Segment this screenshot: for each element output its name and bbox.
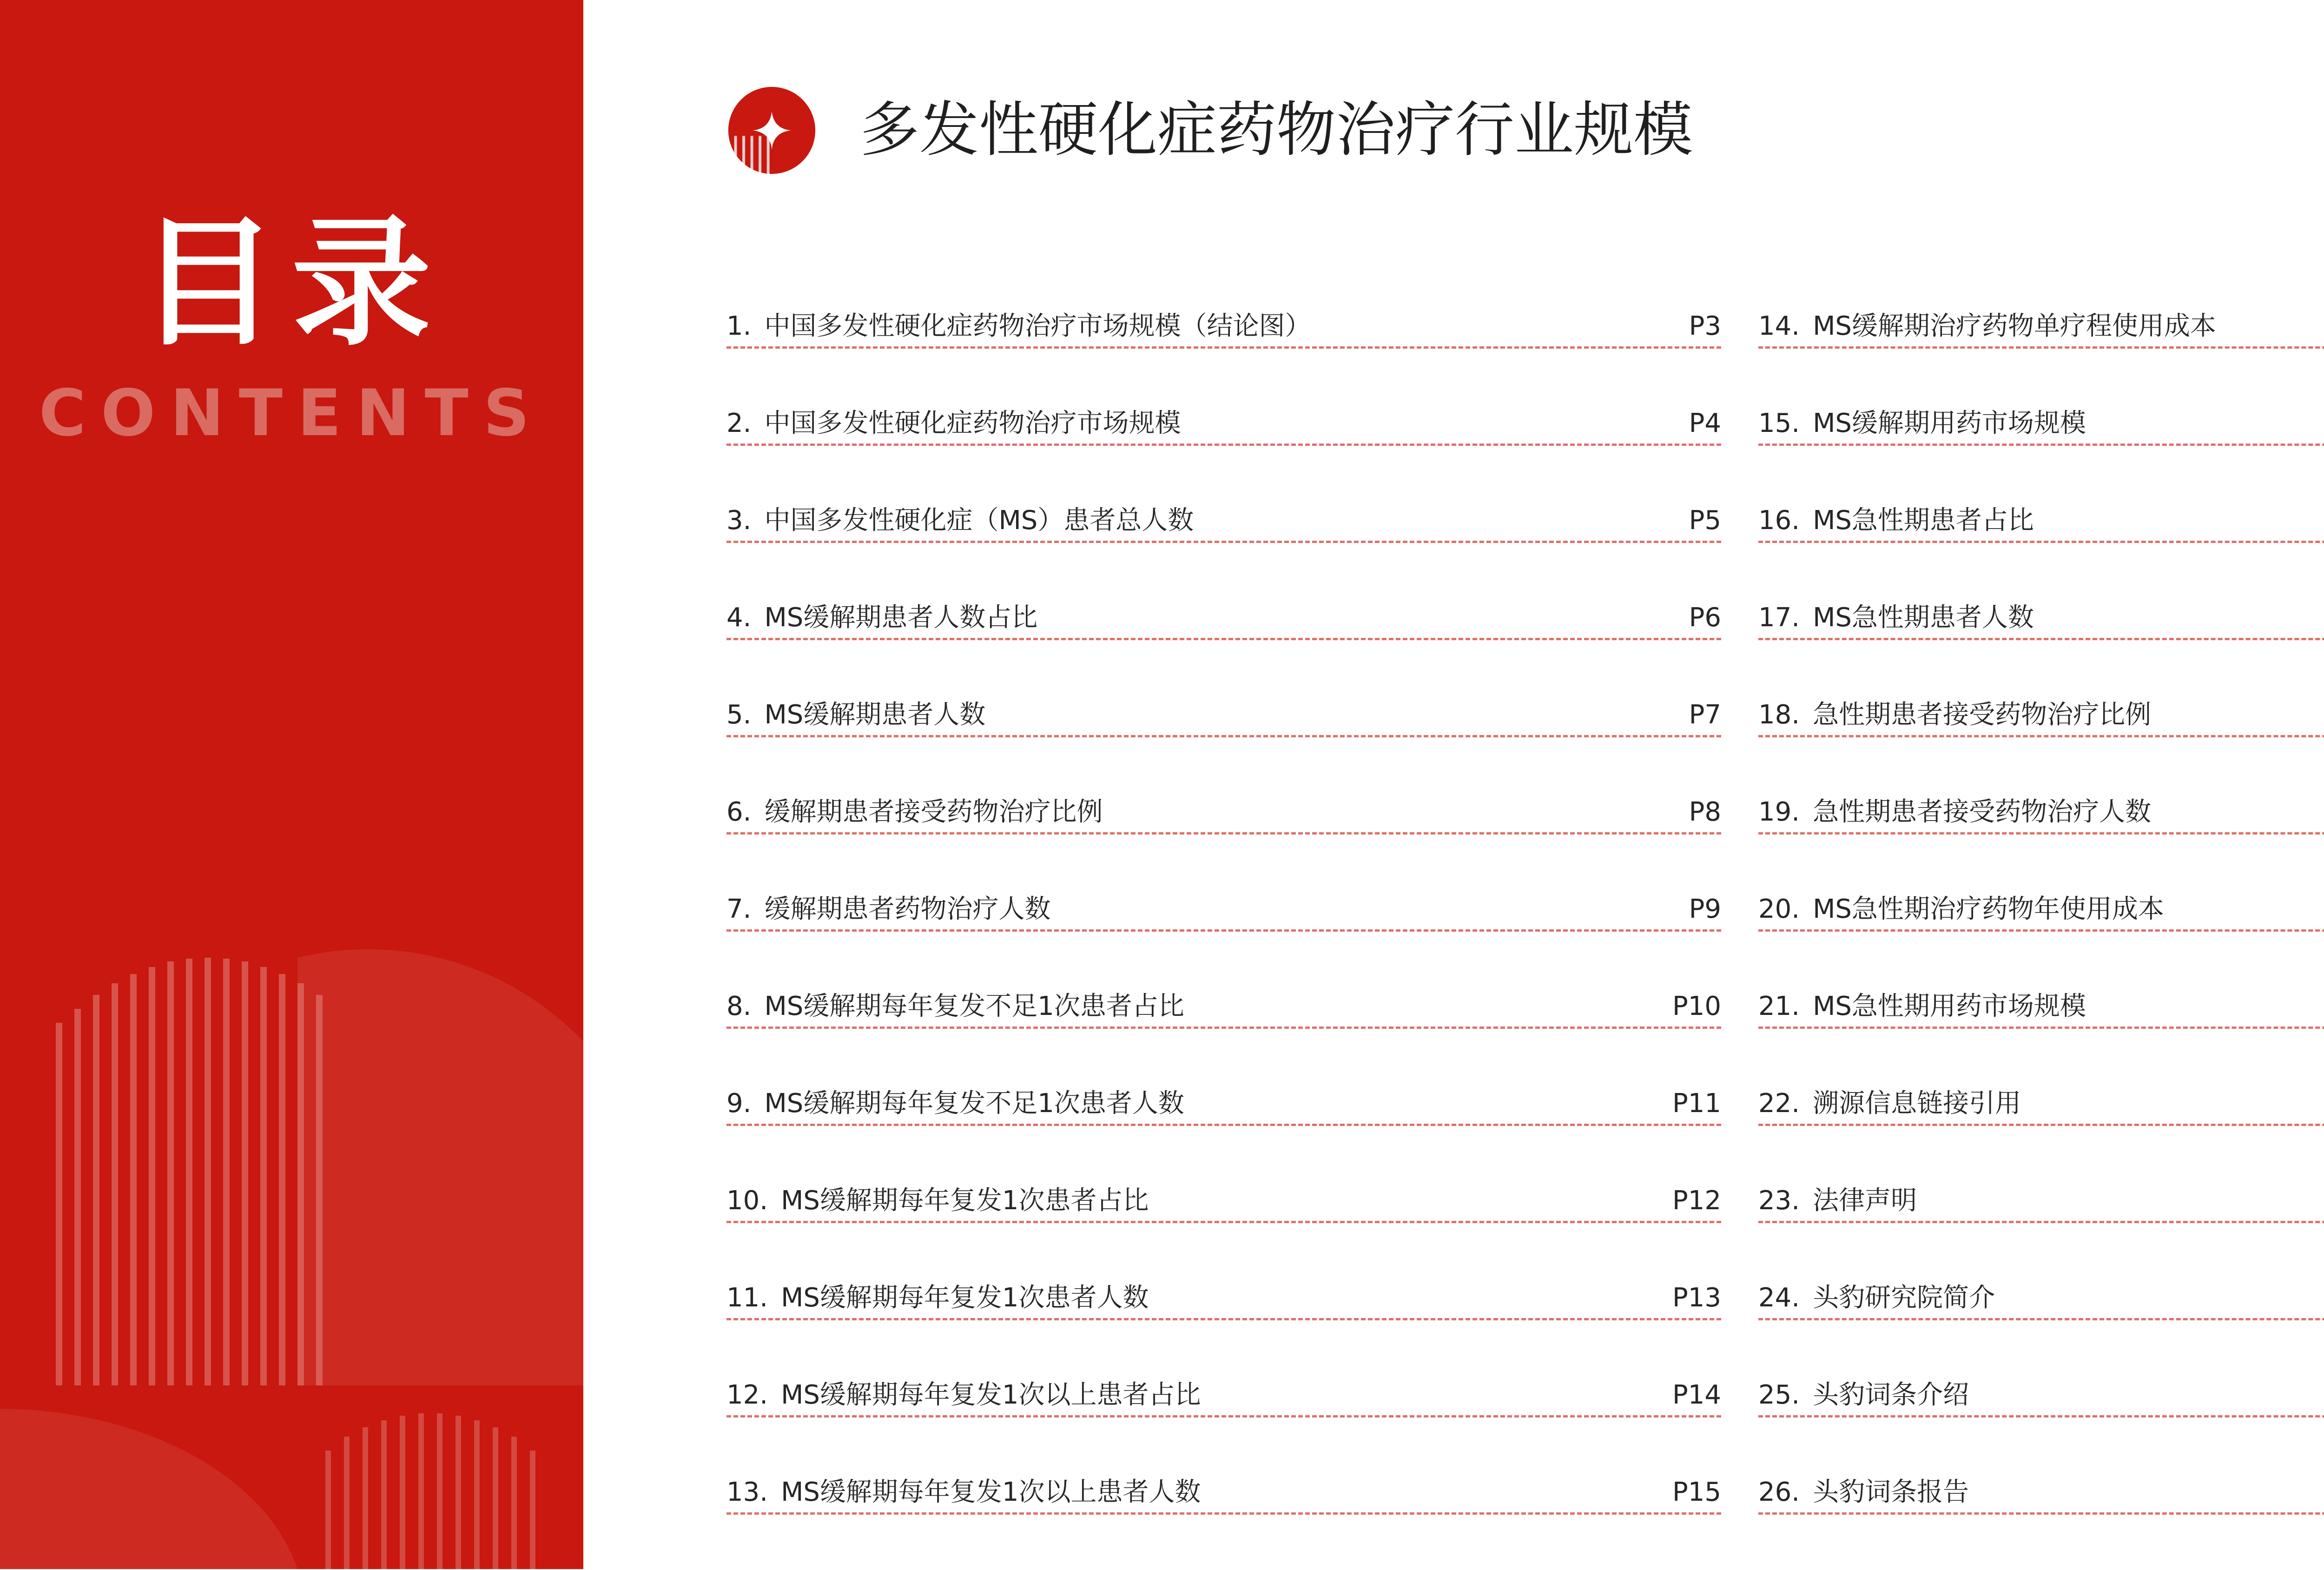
- toc-item[interactable]: [726, 1181, 1721, 1223]
- page-title: 多发性硬化症药物治疗行业规模: [860, 95, 1693, 165]
- toc-item[interactable]: [726, 307, 1721, 349]
- toc-item-label: MS缓解期每年复发1次患者人数: [781, 1283, 1149, 1313]
- toc-item[interactable]: [726, 1279, 1721, 1320]
- toc-item[interactable]: [726, 696, 1721, 737]
- toc-item-page: P7: [1689, 700, 1721, 730]
- toc-item-page: P12: [1672, 1186, 1721, 1216]
- toc-item-page: P8: [1689, 797, 1721, 827]
- toc-item-label: MS缓解期患者人数: [764, 700, 986, 730]
- toc-item-label: 溯源信息链接引用: [1813, 1088, 2021, 1119]
- toc-item-label: MS缓解期每年复发1次以上患者人数: [781, 1477, 1201, 1507]
- toc-item-number: 15.: [1758, 408, 1800, 438]
- toc-item-number: 12.: [726, 1380, 768, 1410]
- toc-item-label: 头豹研究院简介: [1813, 1283, 1995, 1313]
- toc-item-label: 头豹词条介绍: [1813, 1380, 1969, 1410]
- toc-item-label: MS缓解期用药市场规模: [1813, 408, 2086, 438]
- toc-item-number: 26.: [1758, 1477, 1800, 1507]
- toc-item-number: 8.: [726, 991, 752, 1021]
- toc-item-label: 急性期患者接受药物治疗人数: [1813, 797, 2152, 827]
- toc-item[interactable]: [726, 1084, 1721, 1126]
- toc-item-number: 3.: [726, 505, 752, 536]
- toc-item[interactable]: [1758, 307, 2324, 349]
- toc-item-number: 6.: [726, 797, 752, 827]
- toc-item-number: 1.: [726, 311, 752, 341]
- toc-item-label: 中国多发性硬化症（MS）患者总人数: [764, 505, 1194, 536]
- toc-item[interactable]: [1758, 1181, 2324, 1223]
- toc-item-number: 21.: [1758, 991, 1800, 1021]
- toc-item-number: 11.: [726, 1283, 768, 1313]
- toc-item-label: MS缓解期每年复发1次以上患者占比: [781, 1380, 1201, 1410]
- toc-item[interactable]: [726, 1473, 1721, 1515]
- toc-column-right: [1758, 307, 2324, 1570]
- toc-item-label: MS急性期患者占比: [1813, 505, 2034, 536]
- toc-item[interactable]: [1758, 1376, 2324, 1418]
- toc-item[interactable]: [726, 890, 1721, 932]
- toc-item-number: 16.: [1758, 505, 1800, 536]
- toc-item-page: P4: [1689, 408, 1721, 438]
- toc-item-label: MS急性期用药市场规模: [1813, 991, 2086, 1021]
- toc-item[interactable]: [1758, 890, 2324, 932]
- sidebar-subtitle: CONTENTS: [39, 376, 545, 450]
- toc-item-label: MS急性期患者人数: [1813, 603, 2034, 633]
- toc-item[interactable]: [1758, 987, 2324, 1029]
- toc-item[interactable]: [1758, 404, 2324, 446]
- toc-item-label: 头豹词条报告: [1813, 1477, 1969, 1507]
- toc-item-label: MS缓解期每年复发不足1次患者人数: [764, 1088, 1184, 1119]
- sidebar-title: 目录: [138, 202, 445, 364]
- toc-item-number: 14.: [1758, 311, 1800, 341]
- toc-item[interactable]: [726, 404, 1721, 446]
- toc-item-label: 法律声明: [1813, 1186, 1917, 1216]
- toc-item-number: 2.: [726, 408, 752, 438]
- toc-item-number: 20.: [1758, 894, 1800, 924]
- toc-item-number: 22.: [1758, 1088, 1800, 1119]
- toc-item[interactable]: [1758, 598, 2324, 640]
- toc-item-label: MS缓解期每年复发不足1次患者占比: [764, 991, 1184, 1021]
- brand-logo-icon: [726, 85, 817, 176]
- toc-item-page: P11: [1672, 1088, 1721, 1119]
- toc-item-label: MS急性期治疗药物年使用成本: [1813, 894, 2164, 924]
- toc-item-label: 缓解期患者药物治疗人数: [764, 894, 1051, 924]
- toc-column-left: [726, 307, 1721, 1570]
- toc-item[interactable]: [1758, 696, 2324, 737]
- toc-item-page: P14: [1672, 1380, 1721, 1410]
- toc-item[interactable]: [1758, 793, 2324, 835]
- toc-item[interactable]: [1758, 1473, 2324, 1515]
- toc-item[interactable]: [726, 793, 1721, 835]
- toc-item-number: 10.: [726, 1186, 768, 1216]
- sidebar-panel: [0, 0, 583, 1569]
- toc-item-page: P10: [1672, 991, 1721, 1021]
- toc-item-label: MS缓解期患者人数占比: [764, 603, 1038, 633]
- toc-item-page: P13: [1672, 1283, 1721, 1313]
- toc-item-label: 中国多发性硬化症药物治疗市场规模（结论图）: [764, 311, 1311, 341]
- toc-item-number: 19.: [1758, 797, 1800, 827]
- toc-item-number: 24.: [1758, 1283, 1800, 1313]
- toc-item[interactable]: [726, 1376, 1721, 1418]
- toc-item-number: 5.: [726, 700, 752, 730]
- toc-item-label: 缓解期患者接受药物治疗比例: [764, 797, 1103, 827]
- toc-item[interactable]: [726, 501, 1721, 543]
- toc-item-label: 急性期患者接受药物治疗比例: [1813, 700, 2152, 730]
- toc-item[interactable]: [1758, 501, 2324, 543]
- toc-item-number: 9.: [726, 1088, 752, 1119]
- toc-item-number: 4.: [726, 603, 752, 633]
- toc-item-label: MS缓解期治疗药物单疗程使用成本: [1813, 311, 2216, 341]
- toc-item[interactable]: [1758, 1084, 2324, 1126]
- toc-item-number: 13.: [726, 1477, 768, 1507]
- toc-item-label: 中国多发性硬化症药物治疗市场规模: [764, 408, 1181, 438]
- toc-item-number: 7.: [726, 894, 752, 924]
- toc-item-number: 17.: [1758, 603, 1800, 633]
- toc-item-page: P15: [1672, 1477, 1721, 1507]
- toc-item-number: 25.: [1758, 1380, 1800, 1410]
- toc-item[interactable]: [726, 598, 1721, 640]
- toc-item-page: P6: [1689, 603, 1721, 633]
- toc-item-page: P9: [1689, 894, 1721, 924]
- toc-item-number: 18.: [1758, 700, 1800, 730]
- toc-item-number: 23.: [1758, 1186, 1800, 1216]
- toc-item[interactable]: [726, 987, 1721, 1029]
- toc-item-label: MS缓解期每年复发1次患者占比: [781, 1186, 1149, 1216]
- toc-item[interactable]: [1758, 1279, 2324, 1320]
- toc-item-page: P3: [1689, 311, 1721, 341]
- toc-item-page: P5: [1689, 505, 1721, 536]
